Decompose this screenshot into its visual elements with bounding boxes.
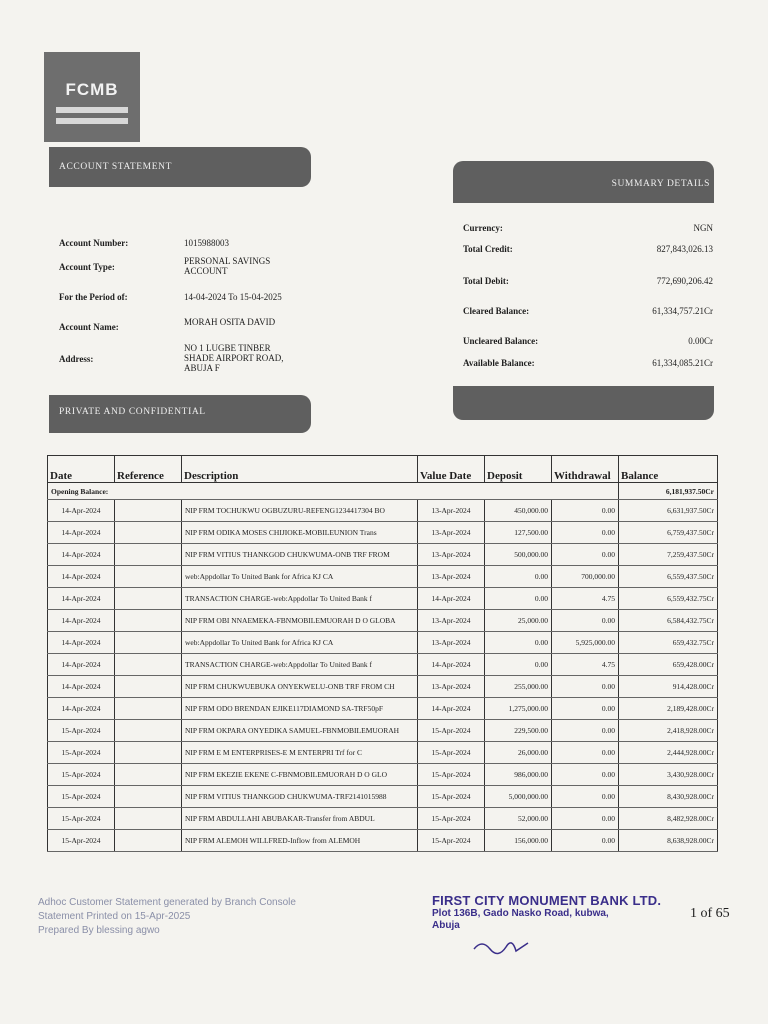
cell-deposit: 450,000.00 xyxy=(485,500,552,522)
cell-value-date: 13-Apr-2024 xyxy=(418,500,485,522)
stamp-bank-name: FIRST CITY MONUMENT BANK LTD. xyxy=(432,893,662,908)
cell-description: NIP FRM ODIKA MOSES CHIJIOKE-MOBILEUNION Trans xyxy=(182,522,418,544)
cell-value-date: 13-Apr-2024 xyxy=(418,544,485,566)
cell-reference xyxy=(115,632,182,654)
currency-value: NGN xyxy=(693,223,713,233)
cell-withdrawal: 0.00 xyxy=(552,830,619,852)
table-row xyxy=(48,720,718,742)
fcmb-logo xyxy=(44,52,140,142)
period-value: 14-04-2024 To 15-04-2025 xyxy=(184,292,282,302)
cell-balance: 8,482,928.00Cr xyxy=(619,808,718,830)
cell-balance: 2,418,928.00Cr xyxy=(619,720,718,742)
cell-description: web:Appdollar To United Bank for Africa KJ CA xyxy=(182,566,418,588)
cell-balance: 659,432.75Cr xyxy=(619,632,718,654)
table-row xyxy=(48,544,718,566)
cell-reference xyxy=(115,654,182,676)
cell-reference xyxy=(115,500,182,522)
confidential-banner xyxy=(49,395,311,433)
cell-balance: 659,428.00Cr xyxy=(619,654,718,676)
table-row xyxy=(48,610,718,632)
account-number-label: Account Number: xyxy=(59,238,129,248)
cell-value-date: 13-Apr-2024 xyxy=(418,632,485,654)
cell-withdrawal: 0.00 xyxy=(552,500,619,522)
cell-withdrawal: 0.00 xyxy=(552,544,619,566)
summary-footer-band xyxy=(453,386,714,420)
col-withdrawal-header: Withdrawal xyxy=(552,456,619,483)
cell-date: 14-Apr-2024 xyxy=(48,610,115,632)
address-label: Address: xyxy=(59,354,94,364)
cell-withdrawal: 0.00 xyxy=(552,764,619,786)
total-credit-label: Total Credit: xyxy=(463,244,513,254)
cell-reference xyxy=(115,720,182,742)
cell-withdrawal: 0.00 xyxy=(552,786,619,808)
cell-withdrawal: 0.00 xyxy=(552,742,619,764)
signature-icon xyxy=(472,935,532,957)
cell-date: 14-Apr-2024 xyxy=(48,544,115,566)
table-row xyxy=(48,566,718,588)
cell-description: NIP FRM ABDULLAHI ABUBAKAR-Transfer from ABDUL xyxy=(182,808,418,830)
cell-description: NIP FRM OKPARA ONYEDIKA SAMUEL-FBNMOBILEMUORAH xyxy=(182,720,418,742)
cell-value-date: 14-Apr-2024 xyxy=(418,698,485,720)
cell-balance: 6,759,437.50Cr xyxy=(619,522,718,544)
address-value: NO 1 LUGBE TINBER SHADE AIRPORT ROAD, ABUJA F xyxy=(184,343,284,373)
cell-withdrawal: 700,000.00 xyxy=(552,566,619,588)
cell-reference xyxy=(115,522,182,544)
account-name-value: MORAH OSITA DAVID xyxy=(184,317,276,327)
cell-value-date: 15-Apr-2024 xyxy=(418,830,485,852)
cell-description: NIP FRM ALEMOH WILLFRED-Inflow from ALEMOH xyxy=(182,830,418,852)
cell-withdrawal: 0.00 xyxy=(552,698,619,720)
table-row xyxy=(48,698,718,720)
cell-value-date: 14-Apr-2024 xyxy=(418,588,485,610)
cell-balance: 6,559,432.75Cr xyxy=(619,588,718,610)
uncleared-balance-value: 0.00Cr xyxy=(688,336,713,346)
cell-balance: 2,189,428.00Cr xyxy=(619,698,718,720)
stamp-address-line1: Plot 136B, Gado Nasko Road, kubwa, xyxy=(432,908,609,919)
cell-description: NIP FRM OBI NNAEMEKA-FBNMOBILEMUORAH D O GLOBA xyxy=(182,610,418,632)
table-row xyxy=(48,742,718,764)
table-row xyxy=(48,654,718,676)
cell-reference xyxy=(115,544,182,566)
cleared-balance-value: 61,334,757.21Cr xyxy=(652,306,713,316)
cell-date: 15-Apr-2024 xyxy=(48,764,115,786)
cell-description: NIP FRM EKEZIE EKENE C-FBNMOBILEMUORAH D O GLO xyxy=(182,764,418,786)
stamp-address-line2: Abuja xyxy=(432,920,460,931)
cleared-balance-label: Cleared Balance: xyxy=(463,306,530,316)
table-row xyxy=(48,676,718,698)
footer-generated-line: Adhoc Customer Statement generated by Branch Console xyxy=(38,897,296,908)
opening-balance-label: Opening Balance: xyxy=(48,483,619,500)
cell-value-date: 15-Apr-2024 xyxy=(418,742,485,764)
table-row xyxy=(48,588,718,610)
cell-value-date: 13-Apr-2024 xyxy=(418,522,485,544)
cell-deposit: 0.00 xyxy=(485,654,552,676)
cell-description: web:Appdollar To United Bank for Africa KJ CA xyxy=(182,632,418,654)
cell-description: TRANSACTION CHARGE-web:Appdollar To United Bank f xyxy=(182,654,418,676)
cell-withdrawal: 0.00 xyxy=(552,720,619,742)
col-description-header: Description xyxy=(182,456,418,483)
cell-withdrawal: 0.00 xyxy=(552,610,619,632)
cell-date: 14-Apr-2024 xyxy=(48,654,115,676)
cell-deposit: 500,000.00 xyxy=(485,544,552,566)
cell-value-date: 15-Apr-2024 xyxy=(418,786,485,808)
cell-date: 14-Apr-2024 xyxy=(48,632,115,654)
total-debit-value: 772,690,206.42 xyxy=(656,276,713,286)
available-balance-label: Available Balance: xyxy=(463,358,535,368)
logo-stripe xyxy=(56,107,128,113)
cell-date: 14-Apr-2024 xyxy=(48,566,115,588)
cell-withdrawal: 0.00 xyxy=(552,676,619,698)
col-reference-header: Reference xyxy=(115,456,182,483)
cell-date: 15-Apr-2024 xyxy=(48,808,115,830)
col-value-date-header: Value Date xyxy=(418,456,485,483)
uncleared-balance-label: Uncleared Balance: xyxy=(463,336,539,346)
cell-reference xyxy=(115,742,182,764)
bank-stamp xyxy=(432,893,661,932)
logo-text: FCMB xyxy=(65,80,119,99)
cell-description: TRANSACTION CHARGE-web:Appdollar To United Bank f xyxy=(182,588,418,610)
cell-reference xyxy=(115,610,182,632)
summary-details-header xyxy=(453,161,714,203)
cell-value-date: 13-Apr-2024 xyxy=(418,676,485,698)
cell-date: 14-Apr-2024 xyxy=(48,500,115,522)
cell-description: NIP FRM TOCHUKWU OGBUZURU-REFENG1234417304 BO xyxy=(182,500,418,522)
cell-deposit: 0.00 xyxy=(485,566,552,588)
logo-stripe xyxy=(56,118,128,124)
cell-reference xyxy=(115,566,182,588)
table-row xyxy=(48,500,718,522)
cell-reference xyxy=(115,588,182,610)
cell-balance: 2,444,928.00Cr xyxy=(619,742,718,764)
confidential-text: PRIVATE AND CONFIDENTIAL xyxy=(59,407,206,417)
cell-description: NIP FRM VITIUS THANKGOD CHUKWUMA-ONB TRF FROM xyxy=(182,544,418,566)
account-type-label: Account Type: xyxy=(59,262,115,272)
cell-value-date: 15-Apr-2024 xyxy=(418,808,485,830)
cell-date: 15-Apr-2024 xyxy=(48,830,115,852)
cell-deposit: 25,000.00 xyxy=(485,610,552,632)
summary-details-title: SUMMARY DETAILS xyxy=(611,179,710,189)
cell-date: 14-Apr-2024 xyxy=(48,588,115,610)
col-deposit-header: Deposit xyxy=(485,456,552,483)
opening-balance-value: 6,181,937.50Cr xyxy=(619,483,718,500)
cell-date: 15-Apr-2024 xyxy=(48,742,115,764)
cell-deposit: 52,000.00 xyxy=(485,808,552,830)
cell-date: 15-Apr-2024 xyxy=(48,786,115,808)
cell-deposit: 156,000.00 xyxy=(485,830,552,852)
table-row xyxy=(48,786,718,808)
account-statement-title: ACCOUNT STATEMENT xyxy=(59,162,172,172)
cell-balance: 914,428.00Cr xyxy=(619,676,718,698)
cell-balance: 7,259,437.50Cr xyxy=(619,544,718,566)
cell-deposit: 26,000.00 xyxy=(485,742,552,764)
account-statement-header xyxy=(49,147,311,187)
cell-date: 15-Apr-2024 xyxy=(48,720,115,742)
opening-balance-row xyxy=(48,483,718,500)
cell-reference xyxy=(115,786,182,808)
total-credit-value: 827,843,026.13 xyxy=(656,244,713,254)
cell-value-date: 15-Apr-2024 xyxy=(418,764,485,786)
col-balance-header: Balance xyxy=(619,456,718,483)
cell-reference xyxy=(115,764,182,786)
cell-withdrawal: 4.75 xyxy=(552,588,619,610)
table-row xyxy=(48,632,718,654)
col-date-header: Date xyxy=(48,456,115,483)
page-number: 1 of 65 xyxy=(690,906,730,921)
cell-date: 14-Apr-2024 xyxy=(48,522,115,544)
cell-withdrawal: 0.00 xyxy=(552,808,619,830)
cell-reference xyxy=(115,808,182,830)
cell-deposit: 5,000,000.00 xyxy=(485,786,552,808)
currency-label: Currency: xyxy=(463,223,503,233)
footer-notes xyxy=(38,896,296,938)
transactions-table xyxy=(47,455,718,852)
table-row xyxy=(48,522,718,544)
cell-balance: 3,430,928.00Cr xyxy=(619,764,718,786)
cell-withdrawal: 0.00 xyxy=(552,522,619,544)
table-row xyxy=(48,830,718,852)
cell-reference xyxy=(115,698,182,720)
cell-value-date: 13-Apr-2024 xyxy=(418,566,485,588)
total-debit-label: Total Debit: xyxy=(463,276,509,286)
cell-description: NIP FRM VITIUS THANKGOD CHUKWUMA-TRF2141015988 xyxy=(182,786,418,808)
cell-deposit: 0.00 xyxy=(485,632,552,654)
cell-balance: 8,638,928.00Cr xyxy=(619,830,718,852)
cell-deposit: 229,500.00 xyxy=(485,720,552,742)
cell-value-date: 13-Apr-2024 xyxy=(418,610,485,632)
account-name-label: Account Name: xyxy=(59,322,119,332)
cell-value-date: 14-Apr-2024 xyxy=(418,654,485,676)
table-header-row xyxy=(48,456,718,483)
available-balance-value: 61,334,085.21Cr xyxy=(652,358,713,368)
cell-deposit: 0.00 xyxy=(485,588,552,610)
cell-reference xyxy=(115,676,182,698)
cell-balance: 6,631,937.50Cr xyxy=(619,500,718,522)
footer-prepared-line: Prepared By blessing agwo xyxy=(38,925,160,936)
cell-description: NIP FRM E M ENTERPRISES-E M ENTERPRI Trf for C xyxy=(182,742,418,764)
table-row xyxy=(48,808,718,830)
cell-balance: 8,430,928.00Cr xyxy=(619,786,718,808)
cell-value-date: 15-Apr-2024 xyxy=(418,720,485,742)
account-type-value: PERSONAL SAVINGS ACCOUNT xyxy=(184,256,271,276)
cell-deposit: 1,275,000.00 xyxy=(485,698,552,720)
cell-withdrawal: 5,925,000.00 xyxy=(552,632,619,654)
cell-withdrawal: 4.75 xyxy=(552,654,619,676)
cell-date: 14-Apr-2024 xyxy=(48,676,115,698)
footer-printed-line: Statement Printed on 15-Apr-2025 xyxy=(38,911,191,922)
cell-deposit: 127,500.00 xyxy=(485,522,552,544)
table-row xyxy=(48,764,718,786)
account-number-value: 1015988003 xyxy=(184,238,229,248)
cell-balance: 6,559,437.50Cr xyxy=(619,566,718,588)
cell-deposit: 986,000.00 xyxy=(485,764,552,786)
cell-reference xyxy=(115,830,182,852)
cell-balance: 6,584,432.75Cr xyxy=(619,610,718,632)
cell-description: NIP FRM CHUKWUEBUKA ONYEKWELU-ONB TRF FROM CH xyxy=(182,676,418,698)
cell-deposit: 255,000.00 xyxy=(485,676,552,698)
cell-description: NIP FRM ODO BRENDAN EJIKE117DIAMOND SA-TRF50pF xyxy=(182,698,418,720)
period-label: For the Period of: xyxy=(59,292,128,302)
cell-date: 14-Apr-2024 xyxy=(48,698,115,720)
